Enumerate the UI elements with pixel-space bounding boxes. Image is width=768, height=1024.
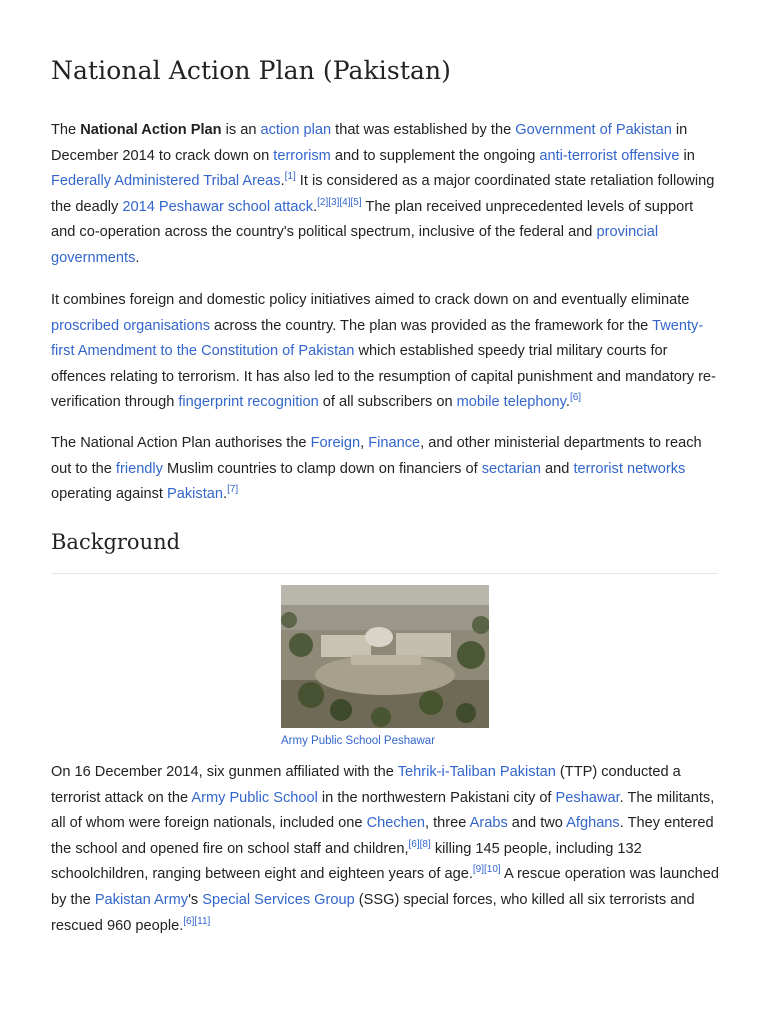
text: , and other ministerial departments to reach out to the: [51, 435, 702, 477]
citation-ref[interactable]: [9][10]: [472, 864, 501, 876]
text: operating against: [51, 486, 168, 503]
text: It is considered as a major coordinated state retaliation following the deadly: [51, 173, 715, 215]
citation-ref[interactable]: [6][11]: [183, 915, 211, 927]
citation-ref[interactable]: [7]: [227, 484, 239, 496]
link-terrorist-networks[interactable]: terrorist networks: [573, 460, 686, 477]
text: across the country. The plan was provided as the framework for the: [210, 317, 653, 334]
link-proscribed-organisations[interactable]: proscribed organisations: [51, 317, 210, 334]
link-ttp[interactable]: Tehrik-i-Taliban Pakistan: [397, 764, 556, 780]
text: The: [51, 122, 81, 138]
link-peshawar[interactable]: Peshawar: [555, 789, 620, 806]
bold-term: National Action Plan: [80, 122, 222, 138]
link-sectarian[interactable]: sectarian: [481, 460, 541, 477]
text: and two: [507, 815, 567, 832]
text: of all subscribers on: [318, 394, 457, 411]
link-fata[interactable]: Federally Administered Tribal Areas: [51, 173, 281, 190]
text: The plan received unprecedented levels of support and co-operation across the country's political spectrum, inclusive of the federal and: [51, 198, 694, 241]
text: .: [223, 486, 228, 503]
citation-ref[interactable]: [6][8]: [408, 838, 431, 850]
text: . The militants, all of whom were foreign nationals, included one: [51, 789, 715, 832]
citation-ref[interactable]: [1]: [284, 171, 296, 183]
link-pakistan[interactable]: Pakistan: [167, 486, 224, 503]
text: that was established by the: [331, 122, 516, 138]
link-special-services-group[interactable]: Special Services Group: [202, 891, 355, 908]
citation-ref[interactable]: [2][3][4][5]: [317, 196, 362, 208]
text: ,: [360, 435, 369, 451]
link-army-public-school[interactable]: Army Public School: [191, 789, 318, 806]
link-mobile-telephony[interactable]: mobile telephony: [456, 394, 566, 411]
text: is an: [221, 122, 261, 138]
text: 's: [188, 891, 203, 908]
policy-paragraph: [51, 288, 721, 416]
link-government-of-pakistan[interactable]: Government of Pakistan: [515, 122, 672, 138]
text: which established speedy trial military courts for offences relating to terrorism. It has also led to the resumption of capital punishment and mandatory re-verification through: [51, 343, 716, 411]
text: .: [565, 394, 570, 411]
text: (SSG) special forces, who killed all six terrorists and rescued 960 people.: [51, 891, 695, 934]
text: in: [679, 147, 695, 164]
text: in the northwestern Pakistani city of: [317, 789, 556, 806]
figure-school-photo[interactable]: [281, 585, 489, 728]
text: and to supplement the ongoing: [330, 147, 540, 164]
aerial-photo-image[interactable]: [281, 585, 489, 728]
text: . They entered the school and opened fire on school staff and children,: [51, 815, 714, 857]
link-anti-terrorist-offensive[interactable]: anti-terrorist offensive: [539, 147, 680, 164]
link-arabs[interactable]: Arabs: [469, 815, 508, 832]
authorisation-paragraph: [51, 431, 721, 508]
text: It combines foreign and domestic policy initiatives aimed to crack down on and eventually eliminate: [51, 292, 690, 308]
intro-paragraph: [51, 118, 721, 272]
link-peshawar-school-attack[interactable]: 2014 Peshawar school attack: [122, 198, 314, 215]
link-fingerprint-recognition[interactable]: fingerprint recognition: [178, 394, 319, 411]
text: in December 2014 to crack down on: [51, 122, 688, 164]
text: .: [280, 173, 285, 190]
text: (TTP) conducted a terrorist attack on the: [51, 764, 681, 806]
link-provincial-governments[interactable]: provincial governments: [51, 224, 659, 266]
link-friendly[interactable]: friendly: [115, 460, 163, 477]
link-afghans[interactable]: Afghans: [566, 815, 620, 832]
figure-caption[interactable]: Army Public School Peshawar: [281, 735, 436, 747]
text: .: [313, 198, 318, 215]
text: On 16 December 2014, six gunmen affiliated with the: [51, 764, 398, 780]
link-chechen[interactable]: Chechen: [366, 815, 425, 832]
text: .: [135, 249, 140, 266]
text: , three: [425, 815, 470, 832]
text: A rescue operation was launched by the: [51, 866, 719, 908]
link-finance[interactable]: Finance: [368, 435, 421, 451]
link-pakistan-army[interactable]: Pakistan Army: [94, 891, 189, 908]
text: and: [540, 460, 574, 477]
text: Muslim countries to clamp down on financiers of: [162, 460, 482, 477]
citation-ref[interactable]: [6]: [569, 392, 582, 404]
link-foreign[interactable]: Foreign: [310, 435, 361, 451]
link-action-plan[interactable]: action plan: [260, 122, 332, 138]
link-twenty-first-amendment[interactable]: Twenty-first Amendment to the Constitution of Pakistan: [51, 317, 704, 360]
page-title: National Action Plan (Pakistan): [51, 56, 452, 85]
text: killing 145 people, including 132 schoolchildren, ranging between eight and eighteen years of age.: [51, 840, 642, 883]
link-terrorism[interactable]: terrorism: [273, 147, 331, 164]
attack-paragraph: [51, 760, 721, 939]
section-heading-background: Background: [51, 530, 181, 554]
section-divider: [51, 573, 718, 574]
text: The National Action Plan authorises the: [51, 435, 311, 451]
